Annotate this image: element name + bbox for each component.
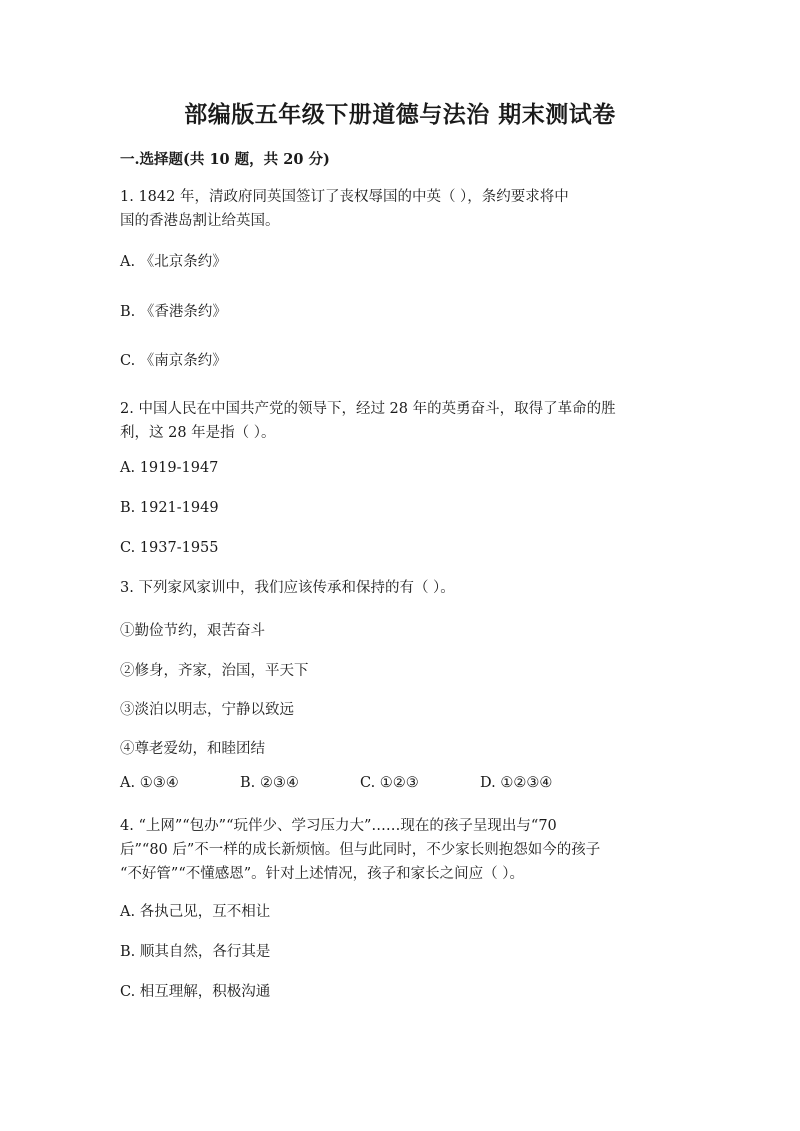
question-3-option-a: A. ①③④ [120, 775, 179, 791]
question-3-option-d: D. ①②③④ [480, 775, 553, 791]
question-4-option-b: B. 顺其自然，各行其是 [120, 944, 271, 960]
page-title: 部编版五年级下册道德与法治 期末测试卷 [184, 101, 616, 128]
question-4-line-2: 后”“80 后”不一样的成长新烦恼。但与此同时，不少家长则抱怨如今的孩子 [120, 842, 601, 858]
question-2-line-1: 2. 中国人民在中国共产党的领导下，经过 28 年的英勇奋斗，取得了革命的胜 [120, 401, 616, 417]
question-2-option-b: B. 1921-1949 [120, 500, 219, 516]
question-1-stem [120, 185, 680, 233]
question-2-line-2: 利，这 28 年是指（ ）。 [120, 425, 276, 441]
question-4-stem [120, 814, 680, 886]
question-3-item-3: ③淡泊以明志，宁静以致远 [120, 702, 294, 718]
question-1-line-1: 1. 1842 年，清政府同英国签订了丧权辱国的中英（ ），条约要求将中 [120, 189, 569, 205]
question-4-option-c: C. 相互理解，积极沟通 [120, 984, 271, 1000]
question-1-option-a: A. 《北京条约》 [120, 254, 227, 270]
question-1-option-b: B. 《香港条约》 [120, 304, 227, 320]
question-3-option-c: C. ①②③ [360, 775, 419, 791]
question-1-line-2: 国的香港岛割让给英国。 [120, 213, 280, 229]
question-3-item-1: ①勤俭节约，艰苦奋斗 [120, 623, 265, 639]
question-2-option-a: A. 1919-1947 [120, 460, 219, 476]
section-heading: 一.选择题(共 10 题，共 20 分) [120, 151, 330, 168]
question-4-line-3: “不好管”“不懂感恩”。针对上述情况，孩子和家长之间应（ ）。 [120, 866, 525, 882]
question-3-item-2: ②修身，齐家，治国，平天下 [120, 663, 309, 679]
question-3-option-b: B. ②③④ [240, 775, 299, 791]
question-2-stem [120, 397, 680, 445]
question-4-option-a: A. 各执己见，互不相让 [120, 904, 271, 920]
question-1-option-c: C. 《南京条约》 [120, 353, 227, 369]
question-3-item-4: ④尊老爱幼，和睦团结 [120, 741, 265, 757]
question-4-line-1: 4. “上网”“包办”“玩伴少、学习压力大”……现在的孩子呈现出与“70 [120, 818, 557, 834]
question-2-option-c: C. 1937-1955 [120, 540, 219, 556]
question-3-stem: 3. 下列家风家训中，我们应该传承和保持的有（ ）。 [120, 580, 455, 596]
